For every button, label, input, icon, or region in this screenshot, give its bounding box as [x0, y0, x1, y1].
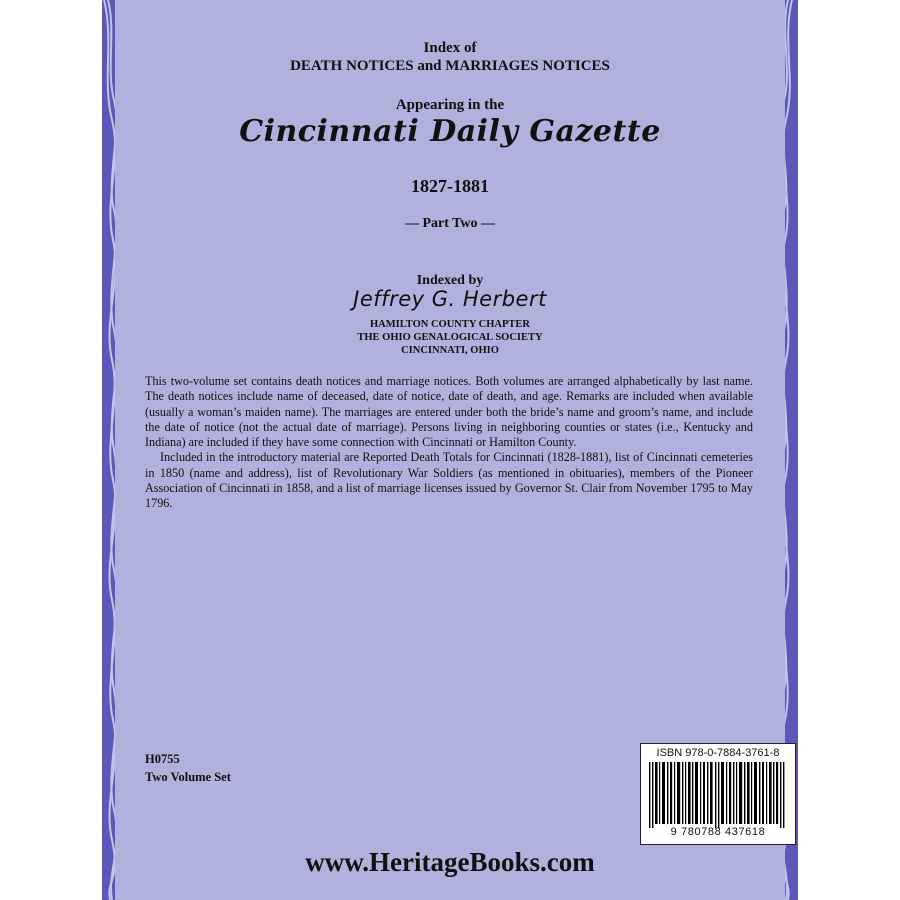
organization-block	[102, 318, 798, 357]
title-line-1: Index of	[423, 40, 477, 56]
product-code-block	[145, 750, 231, 786]
description-paragraph-1: This two-volume set contains death notices and marriage notices. Both volumes are arranged alphabetically by last name. The death notices include name of deceased, date of notice, date of death, and age. Remarks are included when available (usually a woman’s maiden name). The marriages are entered under both the bride’s name and groom’s name, and include the date of notice (not the actual date of marriage). Persons living in neighboring counties or states (i.e., Kentucky and Indiana) are included if they have some connection with Cincinnati or Hamilton County.	[145, 374, 753, 450]
book-back-cover	[102, 0, 798, 900]
barcode-bars	[649, 762, 787, 828]
product-code: H0755	[145, 752, 180, 766]
newspaper-title: Cincinnati Daily Gazette	[239, 114, 661, 149]
isbn-barcode	[640, 743, 796, 845]
volume-set-label: Two Volume Set	[145, 770, 231, 784]
part-label: — Part Two —	[404, 216, 496, 231]
title-line-2: DEATH NOTICES and MARRIAGES NOTICES	[290, 58, 610, 74]
description-paragraph-2: Included in the introductory material are Reported Death Totals for Cincinnati (1828-1881), list of Cincinnati cemeteries in 1850 (name and address), list of Revolutionary War Soldiers (as mentioned in obituaries), members of the Pioneer Association of Cincinnati in 1858, and a list of marriage licenses issued by Governor St. Clair from November 1795 to May 1796.	[145, 450, 753, 511]
years-range: 1827-1881	[411, 176, 489, 196]
organization-line-3: CINCINNATI, OHIO	[401, 345, 499, 356]
organization-line-2: THE OHIO GENALOGICAL SOCIETY	[357, 332, 543, 343]
organization-line-1: HAMILTON COUNTY CHAPTER	[369, 319, 531, 330]
barcode-digits: 9 780788 437618	[670, 826, 766, 838]
author-name: Jeffrey G. Herbert	[353, 287, 547, 311]
appearing-in-text: Appearing in the	[395, 97, 505, 113]
isbn-text: ISBN 978-0-7884-3761-8	[656, 747, 780, 759]
description-text	[145, 374, 753, 512]
publisher-website: www.HeritageBooks.com	[305, 847, 595, 877]
indexed-by-label: Indexed by	[416, 273, 484, 288]
